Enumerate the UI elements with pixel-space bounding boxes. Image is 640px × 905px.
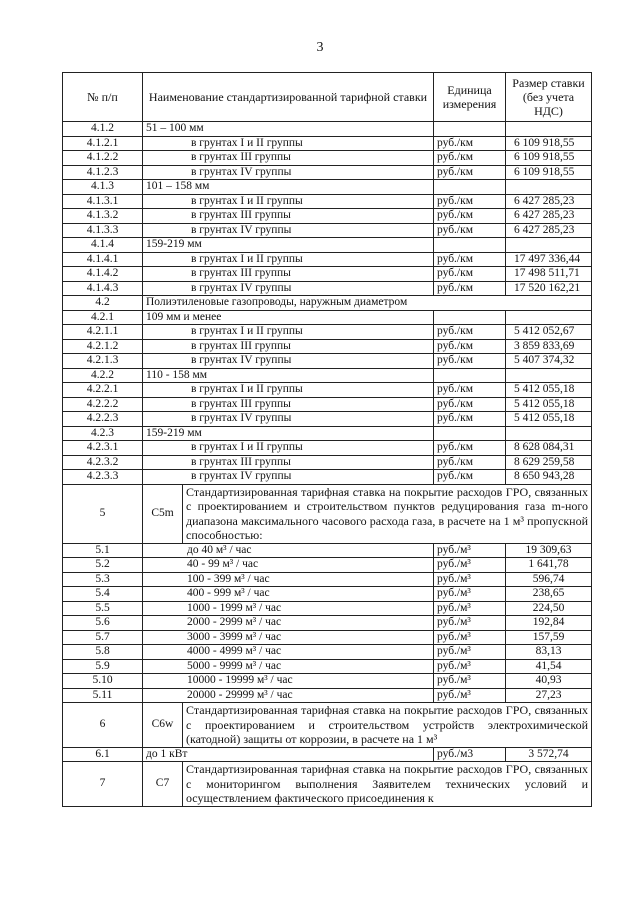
row-value: 3 572,74	[506, 747, 592, 762]
row-name: Полиэтиленовые газопроводы, наружным диаметром	[143, 296, 592, 311]
table-row	[63, 180, 592, 195]
row-value: 6 427 285,23	[506, 223, 592, 238]
row-unit	[434, 426, 506, 441]
row-value: 83,13	[506, 645, 592, 660]
row-name: 20000 - 29999 м³ / час	[143, 688, 434, 703]
row-num: 4.1.4.1	[63, 252, 143, 267]
row-name: 40 - 99 м³ / час	[143, 558, 434, 573]
row-value: 6 427 285,23	[506, 209, 592, 224]
row-name: в грунтах IV группы	[143, 470, 434, 485]
row-num: 4.1.2.2	[63, 151, 143, 166]
row-name: в грунтах IV группы	[143, 412, 434, 427]
row-name: 159-219 мм	[143, 238, 434, 253]
row-unit: руб./км	[434, 441, 506, 456]
row-unit: руб./м³	[434, 543, 506, 558]
row-unit: руб./км	[434, 165, 506, 180]
row-num: 5.1	[63, 543, 143, 558]
table-body-poly	[63, 310, 592, 484]
row-num: 4.1.3	[63, 180, 143, 195]
row-unit: руб./м³	[434, 630, 506, 645]
row-unit	[434, 310, 506, 325]
table-body-section-6	[63, 703, 592, 762]
row-unit	[434, 122, 506, 137]
table-row	[63, 659, 592, 674]
row-num: 4.2.3	[63, 426, 143, 441]
table-row	[63, 572, 592, 587]
row-num: 5.3	[63, 572, 143, 587]
row-num: 4.2.2.2	[63, 397, 143, 412]
section-description: Стандартизированная тарифная ставка на покрытие расходов ГРО, связанных с проектированием и строительством устройств электрохимической (катодной) защиты от коррозии, в расчете на 1 м³	[183, 703, 592, 748]
row-num: 4.2.1	[63, 310, 143, 325]
row-num: 5.2	[63, 558, 143, 573]
tariff-rates-table	[62, 72, 592, 807]
row-value: 192,84	[506, 616, 592, 631]
row-name: до 1 кВт	[143, 747, 434, 762]
table-header-row	[63, 73, 592, 122]
row-value	[506, 368, 592, 383]
row-value: 8 628 084,31	[506, 441, 592, 456]
table-row	[63, 136, 592, 151]
row-value	[506, 122, 592, 137]
row-num: 4.2.1.2	[63, 339, 143, 354]
row-name: в грунтах IV группы	[143, 223, 434, 238]
row-value: 5 412 052,67	[506, 325, 592, 340]
row-name: в грунтах I и II группы	[143, 383, 434, 398]
table-row	[63, 325, 592, 340]
row-value: 157,59	[506, 630, 592, 645]
row-num: 5	[63, 484, 143, 543]
row-unit: руб./м³	[434, 688, 506, 703]
table-row	[63, 747, 592, 762]
row-name: 100 - 399 м³ / час	[143, 572, 434, 587]
row-name: в грунтах IV группы	[143, 354, 434, 369]
table-row	[63, 238, 592, 253]
table-row	[63, 455, 592, 470]
row-name: в грунтах III группы	[143, 455, 434, 470]
row-num: 4.2.3.2	[63, 455, 143, 470]
row-name: 159-219 мм	[143, 426, 434, 441]
row-value: 19 309,63	[506, 543, 592, 558]
row-value: 27,23	[506, 688, 592, 703]
row-name: 3000 - 3999 м³ / час	[143, 630, 434, 645]
section-row	[63, 762, 592, 807]
row-unit: руб./км	[434, 252, 506, 267]
row-num: 4.2.1.3	[63, 354, 143, 369]
table-row	[63, 122, 592, 137]
row-name: в грунтах III группы	[143, 397, 434, 412]
row-num: 4.1.2.1	[63, 136, 143, 151]
row-num: 4.2.3.1	[63, 441, 143, 456]
row-name: 101 – 158 мм	[143, 180, 434, 195]
row-num: 4.1.4.3	[63, 281, 143, 296]
row-unit: руб./м³	[434, 587, 506, 602]
row-unit	[434, 238, 506, 253]
table-body-section-7	[63, 762, 592, 807]
row-value: 6 109 918,55	[506, 136, 592, 151]
row-name: 4000 - 4999 м³ / час	[143, 645, 434, 660]
row-num: 4.1.2	[63, 122, 143, 137]
row-unit: руб./м³	[434, 674, 506, 689]
row-num: 5.10	[63, 674, 143, 689]
table-row	[63, 543, 592, 558]
section-row	[63, 484, 592, 543]
table-row	[63, 310, 592, 325]
section-row	[63, 703, 592, 748]
row-value: 5 412 055,18	[506, 412, 592, 427]
row-value: 224,50	[506, 601, 592, 616]
row-unit: руб./км	[434, 281, 506, 296]
row-num: 4.2	[63, 296, 143, 311]
table-row	[63, 368, 592, 383]
rate-code: C6w	[143, 703, 183, 748]
row-value: 6 109 918,55	[506, 151, 592, 166]
header-num: № п/п	[63, 73, 143, 122]
row-name: 110 - 158 мм	[143, 368, 434, 383]
row-num: 4.1.3.1	[63, 194, 143, 209]
table-row	[63, 383, 592, 398]
row-value: 17 520 162,21	[506, 281, 592, 296]
row-num: 5.8	[63, 645, 143, 660]
row-name: в грунтах I и II группы	[143, 441, 434, 456]
row-unit	[434, 180, 506, 195]
row-value	[506, 238, 592, 253]
table-row	[63, 587, 592, 602]
table-row	[63, 674, 592, 689]
row-num: 4.1.4.2	[63, 267, 143, 282]
table-body-reduction	[63, 543, 592, 703]
row-num: 5.11	[63, 688, 143, 703]
row-value: 5 412 055,18	[506, 397, 592, 412]
row-name: 51 – 100 мм	[143, 122, 434, 137]
row-name: до 40 м³ / час	[143, 543, 434, 558]
table-row	[63, 267, 592, 282]
table-row	[63, 165, 592, 180]
rate-code: C5m	[143, 484, 183, 543]
table-row	[63, 281, 592, 296]
table-row	[63, 441, 592, 456]
table-body-steel	[63, 122, 592, 296]
row-num: 4.2.2	[63, 368, 143, 383]
row-unit: руб./км	[434, 412, 506, 427]
table-row	[63, 616, 592, 631]
row-name: 400 - 999 м³ / час	[143, 587, 434, 602]
row-num: 4.2.2.1	[63, 383, 143, 398]
row-unit: руб./м3	[434, 747, 506, 762]
row-value: 17 498 511,71	[506, 267, 592, 282]
row-value	[506, 180, 592, 195]
row-name: в грунтах I и II группы	[143, 194, 434, 209]
row-value: 3 859 833,69	[506, 339, 592, 354]
row-unit: руб./км	[434, 339, 506, 354]
row-name: в грунтах IV группы	[143, 281, 434, 296]
row-value	[506, 310, 592, 325]
table-row	[63, 426, 592, 441]
table-row	[63, 339, 592, 354]
table-row	[63, 296, 592, 311]
row-value: 8 650 943,28	[506, 470, 592, 485]
row-num: 5.7	[63, 630, 143, 645]
row-unit: руб./км	[434, 223, 506, 238]
row-value: 41,54	[506, 659, 592, 674]
row-unit: руб./км	[434, 470, 506, 485]
row-unit: руб./м³	[434, 572, 506, 587]
row-unit: руб./км	[434, 136, 506, 151]
row-num: 4.2.2.3	[63, 412, 143, 427]
table-row	[63, 470, 592, 485]
row-name: 5000 - 9999 м³ / час	[143, 659, 434, 674]
row-num: 5.4	[63, 587, 143, 602]
page-number: 3	[316, 40, 324, 55]
row-value: 8 629 259,58	[506, 455, 592, 470]
table-row	[63, 630, 592, 645]
table-row	[63, 209, 592, 224]
row-num: 4.2.1.1	[63, 325, 143, 340]
table-row	[63, 412, 592, 427]
row-num: 6.1	[63, 747, 143, 762]
row-num: 4.1.3.2	[63, 209, 143, 224]
row-unit: руб./м³	[434, 601, 506, 616]
table-row	[63, 354, 592, 369]
table-row	[63, 558, 592, 573]
row-unit: руб./км	[434, 194, 506, 209]
row-value: 5 407 374,32	[506, 354, 592, 369]
row-value: 17 497 336,44	[506, 252, 592, 267]
row-name: 2000 - 2999 м³ / час	[143, 616, 434, 631]
row-num: 5.6	[63, 616, 143, 631]
row-num: 4.2.3.3	[63, 470, 143, 485]
row-unit: руб./км	[434, 151, 506, 166]
row-value: 6 109 918,55	[506, 165, 592, 180]
row-name: в грунтах I и II группы	[143, 325, 434, 340]
row-unit: руб./км	[434, 383, 506, 398]
row-unit: руб./км	[434, 455, 506, 470]
row-name: в грунтах I и II группы	[143, 136, 434, 151]
row-unit: руб./м³	[434, 659, 506, 674]
section-description: Стандартизированная тарифная ставка на покрытие расходов ГРО, связанных с проектированием и строительством пунктов редуцирования газа m-ного диапазона максимального часового расхода газа, в расчете на 1 м³ пропускной способностью:	[183, 484, 592, 543]
table-row	[63, 252, 592, 267]
row-unit: руб./км	[434, 354, 506, 369]
table-body-poly-heading	[63, 296, 592, 311]
row-value: 5 412 055,18	[506, 383, 592, 398]
table-row	[63, 645, 592, 660]
row-unit: руб./км	[434, 209, 506, 224]
row-num: 4.1.2.3	[63, 165, 143, 180]
rate-code: C7	[143, 762, 183, 807]
row-unit: руб./м³	[434, 645, 506, 660]
row-value: 238,65	[506, 587, 592, 602]
row-num: 6	[63, 703, 143, 748]
row-unit	[434, 368, 506, 383]
row-name: 109 мм и менее	[143, 310, 434, 325]
table-row	[63, 397, 592, 412]
row-name: в грунтах I и II группы	[143, 252, 434, 267]
row-value: 40,93	[506, 674, 592, 689]
row-num: 5.9	[63, 659, 143, 674]
table-row	[63, 688, 592, 703]
row-name: в грунтах III группы	[143, 209, 434, 224]
row-num: 5.5	[63, 601, 143, 616]
row-value: 1 641,78	[506, 558, 592, 573]
row-name: в грунтах III группы	[143, 267, 434, 282]
row-num: 4.1.4	[63, 238, 143, 253]
row-value: 596,74	[506, 572, 592, 587]
row-name: в грунтах III группы	[143, 151, 434, 166]
row-value: 6 427 285,23	[506, 194, 592, 209]
row-name: 1000 - 1999 м³ / час	[143, 601, 434, 616]
row-name: в грунтах IV группы	[143, 165, 434, 180]
row-num: 4.1.3.3	[63, 223, 143, 238]
row-unit: руб./м³	[434, 616, 506, 631]
table-row	[63, 601, 592, 616]
row-name: 10000 - 19999 м³ / час	[143, 674, 434, 689]
row-value	[506, 426, 592, 441]
row-name: в грунтах III группы	[143, 339, 434, 354]
table-row	[63, 223, 592, 238]
row-unit: руб./км	[434, 267, 506, 282]
header-name: Наименование стандартизированной тарифной ставки	[143, 73, 434, 122]
row-num: 7	[63, 762, 143, 807]
row-unit: руб./км	[434, 325, 506, 340]
section-description: Стандартизированная тарифная ставка на покрытие расходов ГРО, связанных с мониторингом выполнения Заявителем технических условий и осуществлением фактического присоединения к	[183, 762, 592, 807]
header-unit: Единица измерения	[434, 73, 506, 122]
table-body-section-5	[63, 484, 592, 543]
table-row	[63, 194, 592, 209]
header-rate: Размер ставки (без учета НДС)	[506, 73, 592, 122]
table-row	[63, 151, 592, 166]
row-unit: руб./м³	[434, 558, 506, 573]
row-unit: руб./км	[434, 397, 506, 412]
